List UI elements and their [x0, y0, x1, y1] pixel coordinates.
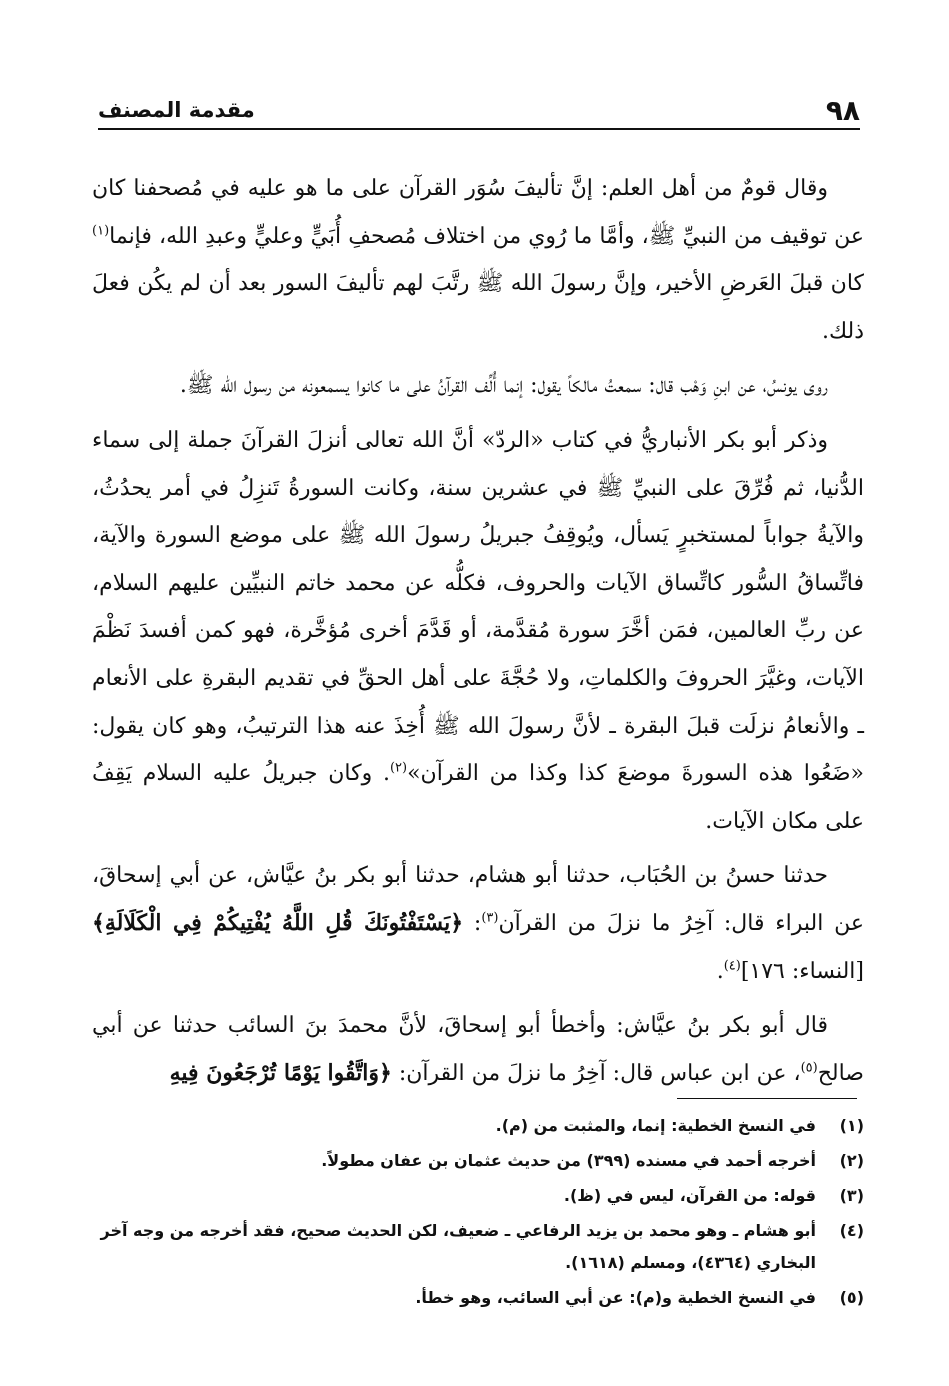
footnote-divider: [677, 1098, 857, 1099]
running-title: مقدمة المصنف: [98, 98, 255, 122]
footnote-ref-5: (٥): [800, 1060, 818, 1076]
quran-verse: ﴿يَسْتَفْتُونَكَ قُلِ اللَّهُ يُفْتِيكُمْ فِي الْكَلَالَةِ﴾: [92, 909, 464, 936]
footnote-3: (٣) قوله: من القرآن، ليس في (ظ).: [563, 1186, 864, 1205]
footnote-ref-3: (٣): [481, 910, 499, 926]
footnote-4: (٤) أبو هشام ـ وهو محمد بن يزيد الرفاعي ـ ضعيف، لكن الحديث صحيح، فقد أخرجه من وجه آخر البخاري (٤٣٦٤)، ومسلم (١٦١٨).: [100, 1221, 864, 1272]
footnote-ref-1: (١): [92, 223, 110, 239]
footnote-5: (٥) في النسخ الخطية و(م): عن أبي السائب، وهو خطأ.: [415, 1288, 864, 1307]
paragraph-1: وقال قومٌ من أهل العلم: إنَّ تأليفَ سُوَر القرآن على ما هو عليه في مُصحفنا كان عن توقيف من النبيِّ ﷺ، وأمَّا ما رُوي من اختلاف مُصحفِ أُبَيٍّ وعليٍّ وعبدِ الله، فإنما$^{(١)}$ كان قبلَ العَرضِ الأخير، وإنَّ رسولَ الله ﷺ رتَّبَ لهم تأليفَ السور بعد أن لم يكُن فعلَ ذلك.: [92, 176, 864, 344]
page-header: [98, 92, 860, 130]
footnote-2: (٢) أخرجه أحمد في مسنده (٣٩٩) من حديث عثمان بن عفان مطولاً.: [321, 1151, 864, 1170]
page-number: ٩٨: [825, 93, 860, 127]
body-text: [92, 165, 864, 1104]
footnotes: [92, 1110, 864, 1317]
footnote-1: (١) في النسخ الخطية: إنما، والمثبت من (م).: [495, 1116, 864, 1135]
footnote-ref-2: (٢): [389, 760, 408, 776]
paragraph-5: قال أبو بكر بنُ عيَّاش: وأخطأ أبو إسحاقَ، لأنَّ محمدَ بنَ السائب حدثنا عن أبي صالح$^{(٥)}$، عن ابن عباس قال: آخِرُ ما نزلَ من القرآن: ﴿وَاتَّقُوا يَوْمًا تُرْجَعُونَ فِيهِ: [92, 1013, 864, 1086]
footnote-ref-4: (٤): [723, 958, 741, 974]
paragraph-3: وذكر أبو بكر الأنباريُّ في كتاب «الردّ» أنَّ الله تعالى أنزلَ القرآنَ جملة إلى سماء الدُّنيا، ثم فُرِّقَ على النبيِّ ﷺ في عشرين سنة، وكانت السورةُ تَنزِلُ في أمر يحدُثُ، والآيةُ جواباً لمستخبرٍ يَسأل، ويُوقِفُ جبريلُ رسولَ الله ﷺ على موضع السورة والآية، فاتِّساقُ السُّور كاتِّساق الآيات والحروف، فكلُّه عن محمد خاتم النبيِّين عليهم السلام، عن ربِّ العالمين، فمَن أخَّرَ سورة مُقدَّمة، أو قَدَّمَ أخرى مُؤخَّرة، فهو كمن أفسدَ نَظْمَ الآيات، وغيَّرَ الحروفَ والكلماتِ، ولا حُجَّةَ على أهل الحقِّ في تقديم البقرةِ على الأنعام ـ والأنعامُ نزلَت قبلَ البقرة ـ لأنَّ رسولَ الله ﷺ أُخِذَ عنه هذا الترتيبُ، وهو كان يقول: «ضَعُوا هذه السورةَ موضعَ كذا وكذا من القرآن»$^{(٢)}$. وكان جبريلُ عليه السلام يَقِفُ على مكان الآيات.: [92, 427, 865, 834]
quran-verse: ﴿وَاتَّقُوا يَوْمًا تُرْجَعُونَ فِيهِ: [169, 1059, 392, 1086]
paragraph-4: حدثنا حسنُ بن الحُبَاب، حدثنا أبو هشام، حدثنا أبو بكر بنُ عيَّاش، عن أبي إسحاقَ، عن البراء قال: آخِرُ ما نزلَ من القرآن$^{(٣)}$: ﴿يَسْتَفْتُونَكَ قُلِ اللَّهُ يُفْتِيكُمْ فِي الْكَلَالَةِ﴾ [النساء: ١٧٦]$^{(٤)}$.: [92, 863, 864, 984]
paragraph-2: روى يونسُ، عن ابنِ وَهْب قال: سمعتُ مالكاً يقول: إنما أُلِّف القرآنُ على ما كانوا يسمعونه من رسول الله ﷺ.: [179, 373, 828, 399]
